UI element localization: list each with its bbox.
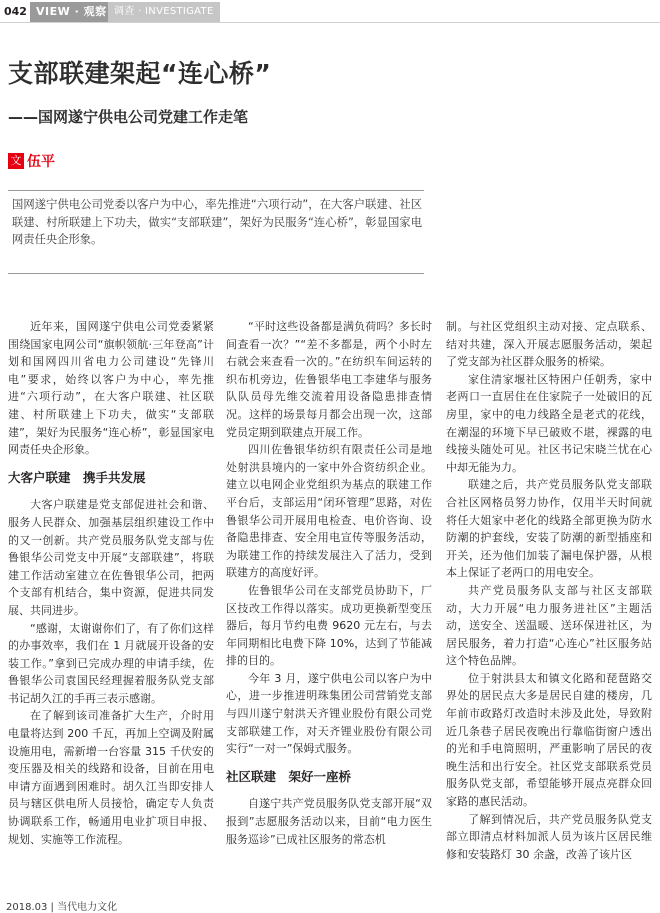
issue-date: 2018.03: [6, 902, 48, 913]
paragraph: 今年 3 月，遂宁供电公司以客户为中心，进一步推进明珠集团公司营销党支部与四川遂宁射洪天齐锂业股份有限公司党支部联建工作，对天齐锂业股份有限公司实行“一对一”保姆式服务。: [226, 671, 432, 756]
column-2: [226, 318, 432, 848]
paragraph: 在了解到该司准备扩大生产，介时用电量将达到 200 千瓦，再加上空调及附属设施用电，需新增一台容量 315 千伏安的变压器及相关的线路和设备，目前在用电申请方面遇到困难时。胡久江当即安排人员与辖区供电所人员接恰，确定专人负责协调联系工作，畅通用电业扩项目申报、规划、实施等工作流程。: [8, 709, 214, 846]
page-number: 042: [0, 2, 31, 22]
footer-separator: |: [50, 902, 54, 913]
paragraph: 佐鲁银华公司在支部党员协助下，厂区技改工作得以落实。成功更换新型变压器后，每月节约电费 9620 元左右，与去年同期相比电费下降 10%，达到了节能减排的目的。: [226, 583, 432, 668]
lead-rule-bottom: [8, 273, 424, 274]
magazine-name: 当代电力文化: [57, 902, 118, 913]
article-title: 支部联建架起“连心桥”: [8, 59, 272, 88]
article-subtitle: ——国网遂宁供电公司党建工作走笔: [8, 108, 249, 126]
footer: [6, 898, 117, 913]
paragraph: “感谢，太谢谢你们了，有了你们这样的办事效率，我们在 1 月就展开设备的安装工作。”拿到已完成办理的申请手续，佐鲁银华公司袁国民经理握着服务队党支部书记胡久江的手再三表示感谢。: [8, 621, 214, 705]
section-heading: 大客户联建 携手共发展: [8, 469, 146, 485]
lead-rule-top: [8, 190, 424, 191]
column-1: [8, 318, 214, 848]
paragraph: 自遂宁共产党员服务队党支部开展“双报到”志愿服务活动以来，目前“电力医生服务巡诊”已成社区服务的常态机: [226, 797, 432, 846]
paragraph: 了解到情况后，共产党员服务队党支部立即清点材料加派人员为该片区居民维修和安装路灯 30 余盏，改善了该片区: [446, 812, 652, 861]
byline: [8, 150, 55, 170]
paragraph: “平时这些设备都是满负荷吗？多长时间查看一次？”“差不多都是，两个小时左右就会来查看一次的。”在纺织车间运转的织布机旁边，佐鲁银华电工李建华与服务队队员母先维交流着用设备隐患排查情况。这样的场景每月都会出现一次，这部党员定期到联建点开展工作。: [226, 320, 432, 439]
paragraph: 四川佐鲁银华纺织有限责任公司是地处射洪县境内的一家中外合资纺织企业。建立以电网企业党组织为基点的联建工作平台后，支部运用“闭环管理”思路，对佐鲁银华公司开展用电检查、电价咨询、设备隐患排查、安全用电宣传等服务活动，为联建工作的持续发展注入了活力，受到联建方的高度好评。: [226, 443, 432, 580]
paragraph: 大客户联建是党支部促进社会和谐、服务人民群众、加强基层组织建设工作中的又一创新。共产党员服务队党支部与佐鲁银华公司党支中开展“支部联建”，将联建工作活动室建立在佐鲁银华公司，把两个支部有机结合，集中资源，促进共同发展、共同进步。: [8, 498, 214, 617]
lead-paragraph: 国网遂宁供电公司党委以客户为中心，率先推进“六项行动”，在大客户联建、社区联建、村所联建上下功夫，做实“支部联建”，架好为民服务“连心桥”，彰显国家电网责任央企形象。: [12, 198, 422, 246]
paragraph: 联建之后，共产党员服务队党支部联合社区网格员努力协作，仅用半天时间就将任大姐家中老化的线路全部更换为防水防潮的护套线，安装了防潮的新型插座和开关，还为他们加装了漏电保护器，从根本上保证了老两口的用电安全。: [446, 478, 652, 580]
paragraph: 位于射洪县太和镇文化路和琵琶路交界处的居民点大多是居民自建的楼房，几年前市政路灯改造时未涉及此处，导致附近几条巷子居民夜晚出行靠临街窗户透出的光和手电筒照明，严重影响了居民的夜晚生活和出行安全。社区党支部联系党员服务队党支部，希望能够开展点亮群众回家路的惠民活动。: [446, 671, 652, 809]
paragraph: 近年来，国网遂宁供电公司党委紧紧围绕国家电网公司“旗帜领航·三年登高”计划和国网四川省电力公司建设“先锋川电”要求，始终以客户为中心，率先推进“六项行动”，在大客户联建、社区联建、村所联建上下功夫，做实“支部联建”，架好为民服务“连心桥”，彰显国家电网责任央企形象。: [8, 320, 214, 457]
paragraph: 共产党员服务队支部与社区支部联动，大力开展“电力服务进社区”主题活动，送安全、送温暖、送环保进社区，为居民服务，着力打造“心连心”社区服务站这个特色品牌。: [446, 583, 652, 668]
paragraph: 制。与社区党组织主动对接、定点联系、结对共建，深入开展志愿服务活动，架起了党支部为社区群众服务的桥梁。: [446, 320, 652, 369]
subsection-label: 调查 · INVESTIGATE: [108, 2, 220, 22]
paragraph: 家住清家堰社区特困户任朝秀，家中老两口一直居住在住家院子一处破旧的瓦房里，家中的电力线路全是老式的花线，在潮湿的环境下早已破败不堪，裸露的电线接头随处可见。社区书记宋晓兰忧在心中却无能为力。: [446, 372, 652, 474]
author-tag: 文: [8, 153, 24, 169]
section-label: VIEW · 观察: [30, 2, 113, 22]
header-divider: [0, 22, 660, 23]
section-heading: 社区联建 架好一座桥: [226, 768, 352, 784]
author-name: 伍平: [27, 153, 55, 170]
column-3: [446, 318, 652, 863]
